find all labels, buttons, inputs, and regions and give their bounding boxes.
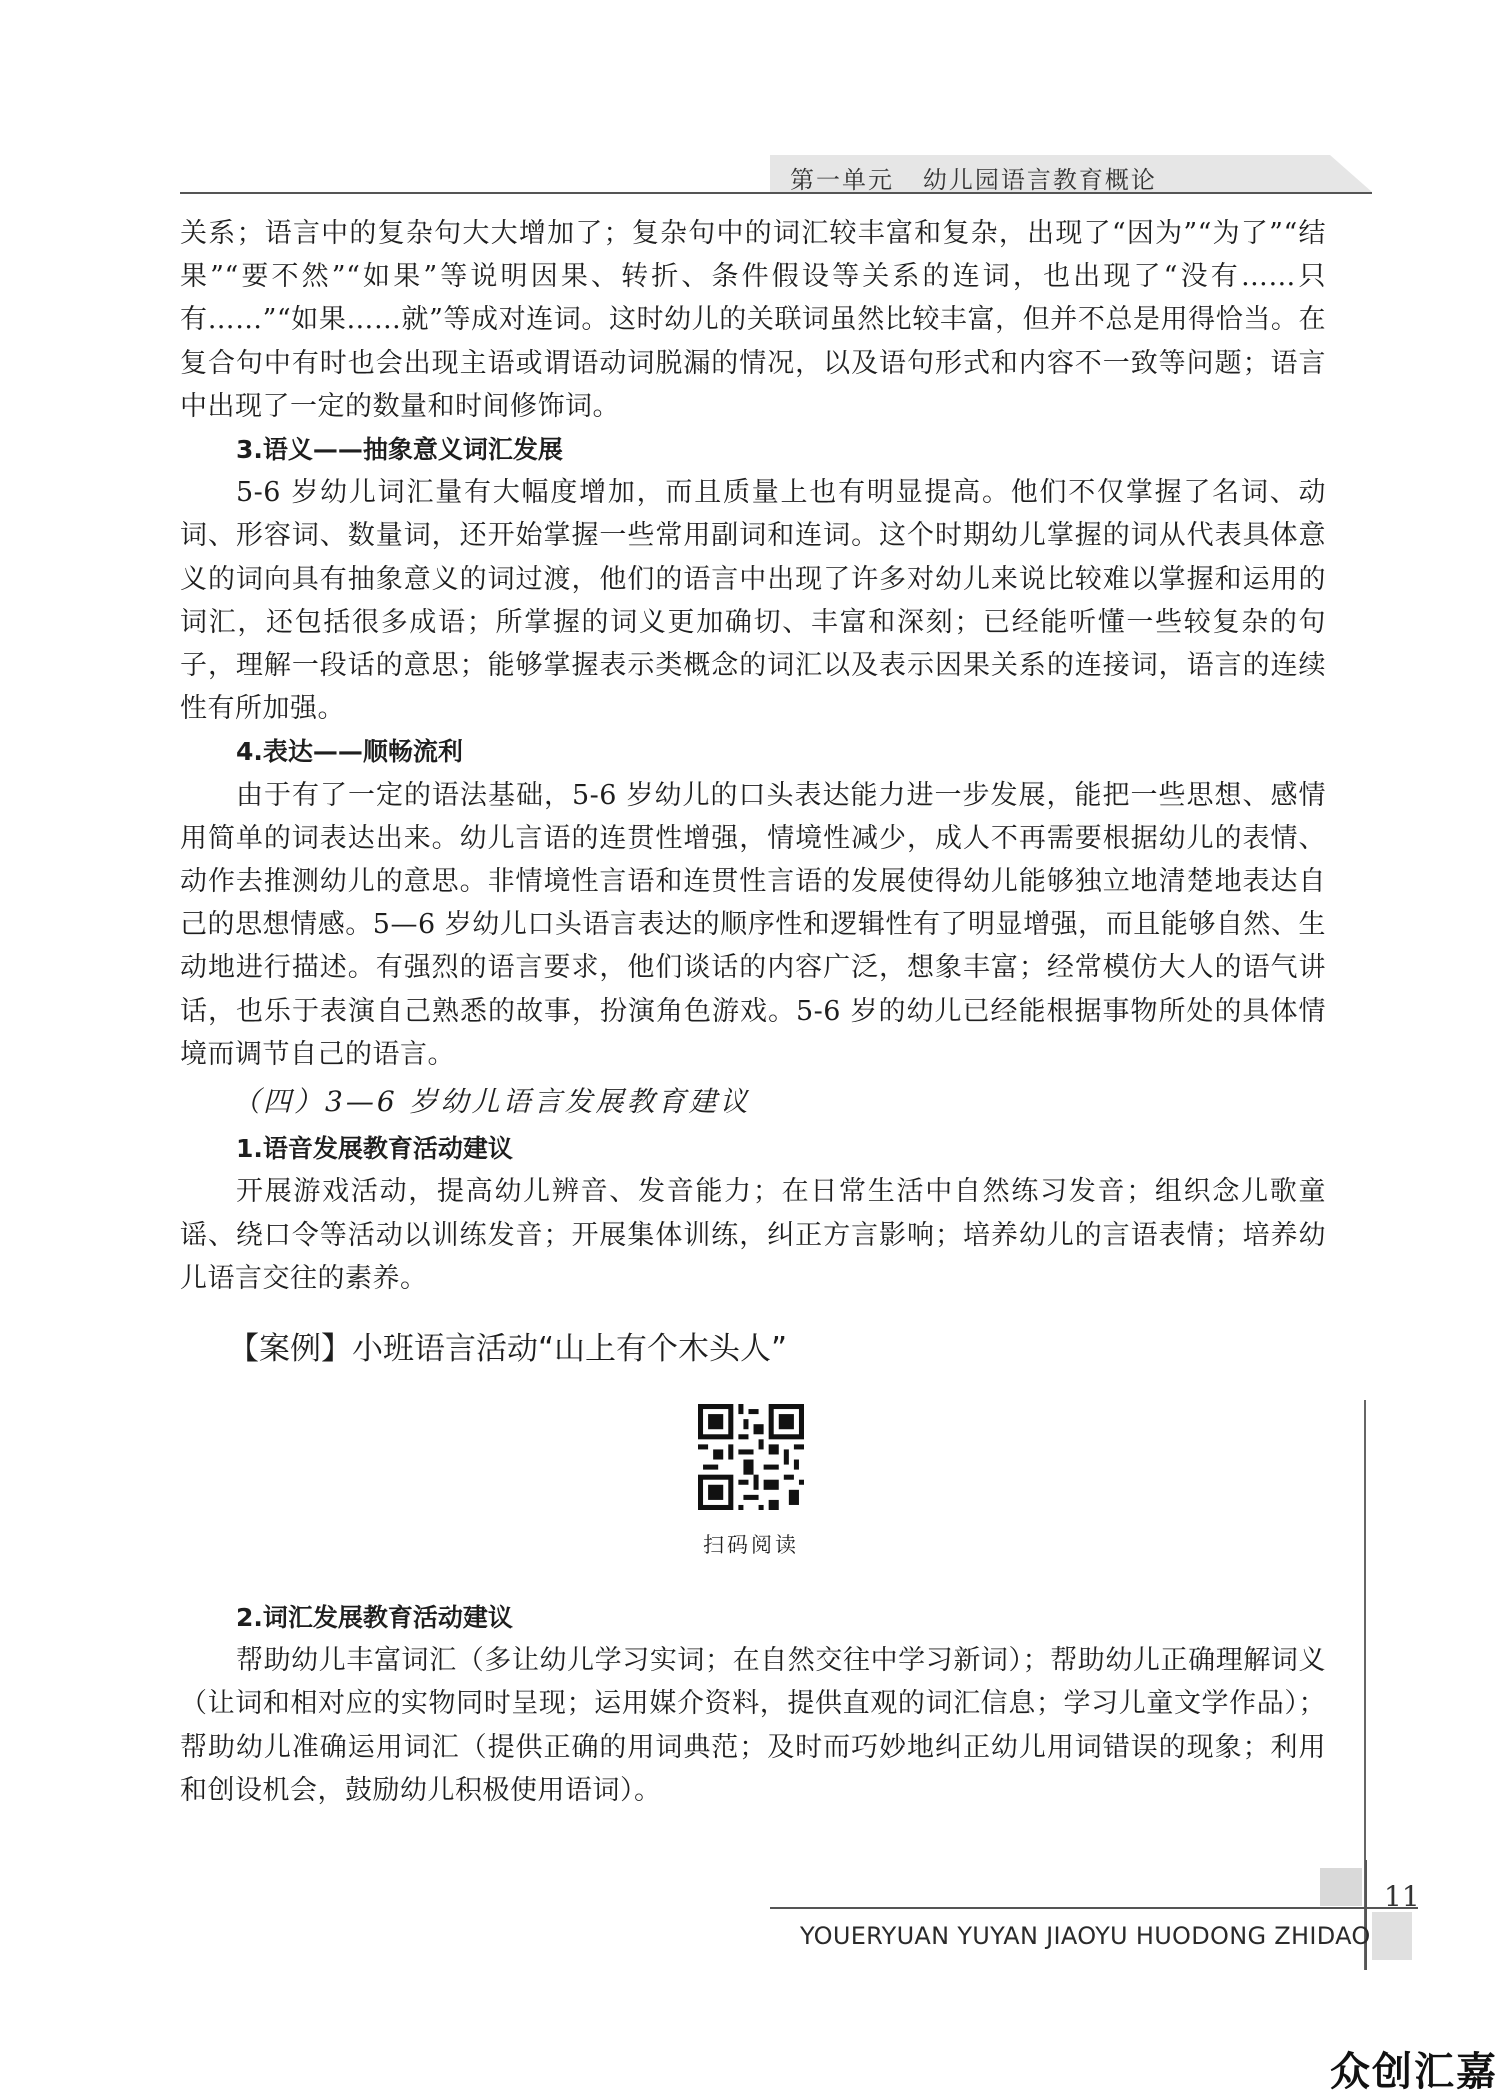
heading-vocabulary: 2.词汇发展教育活动建议 xyxy=(236,1603,513,1633)
paragraph-intro: 关系；语言中的复杂句大大增加了；复杂句中的词汇较丰富和复杂，出现了“因为”“为了”“结果”“要不然”“如果”等说明因果、转折、条件假设等关系的连词，也出现了“没有……只有……”“如果……就”等成对连词。这时幼儿的关联词虽然比较丰富，但并不总是用得恰当。在复合句中有时也会出现主语或谓语动词脱漏的情况，以及语句形式和内容不一致等问题；语言中出现了一定的数量和时间修饰词。 xyxy=(180,218,1326,422)
qr-code-icon[interactable] xyxy=(698,1404,804,1510)
case-title: 【案例】小班语言活动“山上有个木头人” xyxy=(228,1331,788,1368)
heading-semantics: 3.语义——抽象意义词汇发展 xyxy=(236,435,563,465)
paragraph-vocabulary: 帮助幼儿丰富词汇（多让幼儿学习实词；在自然交往中学习新词）；帮助幼儿正确理解词义（让词和相对应的实物同时呈现；运用媒介资料，提供直观的词汇信息；学习儿童文学作品）；帮助幼儿准确运用词汇（提供正确的用词典范；及时而巧妙地纠正幼儿用词错误的现象；利用和创设机会，鼓励幼儿积极使用语词）。 xyxy=(180,1645,1326,1806)
header-band xyxy=(0,0,1504,200)
page-body xyxy=(180,212,1326,1812)
qr-scan-label: 扫码阅读 xyxy=(703,1533,799,1558)
footer-decoration xyxy=(0,1860,1504,1970)
watermark-text: 众创汇嘉 xyxy=(1330,2049,1498,2095)
unit-title: 第一单元 幼儿园语言教育概论 xyxy=(790,166,1157,194)
book-title-pinyin: YOUERYUAN YUYAN JIAOYU HUODONG ZHIDAO xyxy=(800,1922,1371,1950)
qr-block xyxy=(180,1376,1326,1596)
paragraph-expression: 由于有了一定的语法基础，5-6 岁幼儿的口头表达能力进一步发展，能把一些思想、感情用简单的词表达出来。幼儿言语的连贯性增强，情境性减少，成人不再需要根据幼儿的表情、动作去推测幼儿的意思。非情境性言语和连贯性言语的发展使得幼儿能够独立地清楚地表达自己的思想情感。5—6 岁幼儿口头语言表达的顺序性和逻辑性有了明显增强，而且能够自然、生动地进行描述。有强烈的语言要求，他们谈话的内容广泛，想象丰富；经常模仿大人的语气讲话，也乐于表演自己熟悉的故事，扮演角色游戏。5-6 岁的幼儿已经能根据事物所处的具体情境而调节自己的语言。 xyxy=(180,779,1326,1070)
paragraph-phonetics: 开展游戏活动，提高幼儿辨音、发音能力；在日常生活中自然练习发音；组织念儿歌童谣、绕口令等活动以训练发音；开展集体训练，纠正方言影响；培养幼儿的言语表情；培养幼儿语言交往的素养。 xyxy=(180,1176,1326,1294)
paragraph-semantics: 5-6 岁幼儿词汇量有大幅度增加，而且质量上也有明显提高。他们不仅掌握了名词、动词、形容词、数量词，还开始掌握一些常用副词和连词。这个时期幼儿掌握的词从代表具体意义的词向具有抽象意义的词过渡，他们的语言中出现了许多对幼儿来说比较难以掌握和运用的词汇，还包括很多成语；所掌握的词义更加确切、丰富和深刻；已经能听懂一些较复杂的句子，理解一段话的意思；能够掌握表示类概念的词汇以及表示因果关系的连接词，语言的连续性有所加强。 xyxy=(180,477,1326,725)
heading-phonetics: 1.语音发展教育活动建议 xyxy=(236,1134,513,1164)
heading-expression: 4.表达——顺畅流利 xyxy=(236,737,463,767)
section-four-heading: （四）3—6 岁幼儿语言发展教育建议 xyxy=(232,1085,751,1119)
page-number: 11 xyxy=(1384,1880,1420,1913)
